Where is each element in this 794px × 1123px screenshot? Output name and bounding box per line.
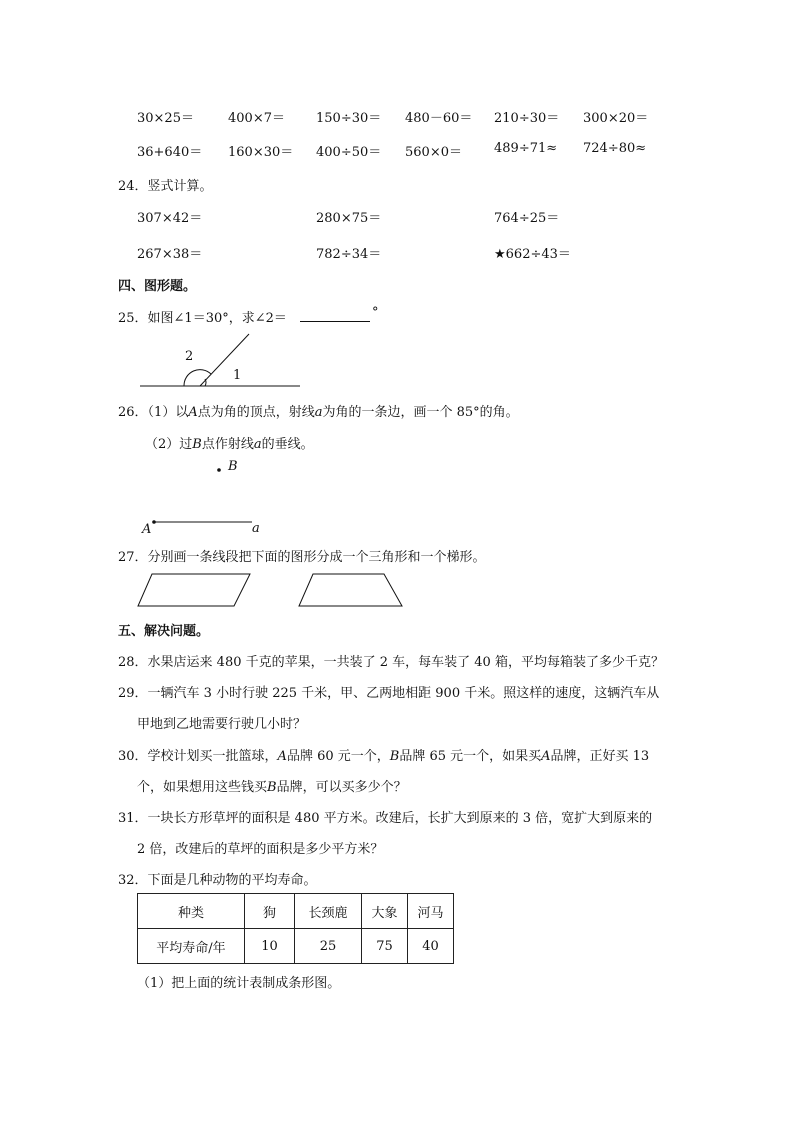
question-27-text: 27．分别画一条线段把下面的图形分成一个三角形和一个梯形。 — [118, 550, 486, 565]
table-cell: 75 — [362, 929, 408, 964]
table-cell: 40 — [408, 929, 454, 964]
vertical-calc-item: 764÷25＝ — [494, 211, 560, 226]
calc-item: 560×0＝ — [405, 145, 462, 160]
table-cell: 长颈鹿 — [295, 894, 362, 929]
table-header-row — [138, 894, 454, 929]
point-a-label: A — [142, 522, 152, 537]
question-26-part-1: 26．（1）以A点为角的顶点，射线a为角的一条边，画一个 85°的角。 — [118, 405, 519, 420]
question-31-line-2: 2 倍，改建后的草坪的面积是多少平方米？ — [137, 842, 384, 857]
question-30-line-2: 个，如果想用这些钱买B品牌，可以买多少个？ — [137, 780, 407, 795]
calc-item: 160×30＝ — [228, 145, 294, 160]
table-row — [138, 929, 454, 964]
section-4-heading: 四、图形题。 — [118, 279, 197, 294]
calc-item: 400÷50＝ — [316, 145, 382, 160]
vertical-calc-item: 267×38＝ — [137, 247, 203, 262]
vertical-calc-item: ★662÷43＝ — [494, 247, 571, 262]
question-26-part-2: （2）过B点作射线a的垂线。 — [145, 437, 314, 452]
calc-item: 210÷30＝ — [494, 111, 560, 126]
table-cell: 大象 — [362, 894, 408, 929]
angle-2-label: 2 — [185, 349, 194, 364]
question-32-label: 32．下面是几种动物的平均寿命。 — [118, 873, 317, 888]
question-24-label: 24．竖式计算。 — [118, 179, 213, 194]
vertical-calc-item: 280×75＝ — [316, 211, 382, 226]
ray-a-label: a — [252, 521, 260, 536]
vertical-calc-item: 782÷34＝ — [316, 247, 382, 262]
table-cell: 狗 — [245, 894, 295, 929]
point-b-label: B — [228, 459, 238, 474]
table-cell: 25 — [295, 929, 362, 964]
vertical-calc-item: 307×42＝ — [137, 211, 203, 226]
question-32-sub-1: （1）把上面的统计表制成条形图。 — [137, 976, 341, 991]
calc-item: 489÷71≈ — [494, 141, 558, 156]
parallelogram-shape — [138, 574, 250, 606]
question-29-line-2: 甲地到乙地需要行驶几小时？ — [137, 717, 307, 732]
calc-item: 724÷80≈ — [583, 141, 647, 156]
section-5-heading: 五、解决问题。 — [118, 624, 210, 639]
table-cell: 10 — [245, 929, 295, 964]
question-29-line-1: 29．一辆汽车 3 小时行驶 225 千米，甲、乙两地相距 900 千米。照这样的速度，这辆汽车从 — [118, 686, 660, 701]
trapezoid-shape — [299, 574, 402, 606]
angle-1-label: 1 — [233, 368, 242, 383]
question-25-text: 25．如图∠1＝30°，求∠2＝ — [118, 311, 287, 326]
calc-item: 150÷30＝ — [316, 111, 382, 126]
calc-item: 400×7＝ — [228, 111, 285, 126]
table-cell: 种类 — [138, 894, 245, 929]
calc-item: 36+640＝ — [137, 145, 203, 160]
calc-item: 30×25＝ — [137, 111, 194, 126]
degree-unit: ° — [372, 305, 379, 320]
question-28-text: 28．水果店运来 480 千克的苹果，一共装了 2 车，每车装了 40 箱，平均每箱装了多少千克？ — [118, 655, 664, 670]
table-cell: 平均寿命/年 — [138, 929, 245, 964]
calc-item: 480－60＝ — [405, 111, 473, 126]
lifespan-table — [137, 893, 454, 964]
table-cell: 河马 — [408, 894, 454, 929]
calc-item: 300×20＝ — [583, 111, 649, 126]
question-30-line-1: 30．学校计划买一批篮球，A品牌 60 元一个，B品牌 65 元一个，如果买A品牌，正好买 13 — [118, 749, 650, 764]
question-31-line-1: 31．一块长方形草坪的面积是 480 平方米。改建后，长扩大到原来的 3 倍，宽扩大到原来的 — [118, 811, 653, 826]
